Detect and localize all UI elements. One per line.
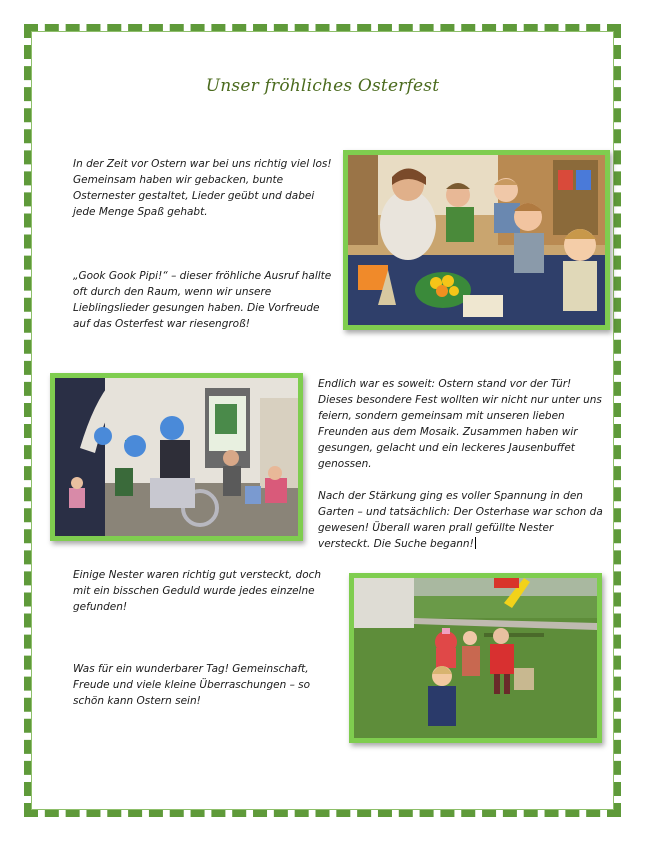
paragraph-search: Einige Nester waren richtig gut versteckt, doch mit ein bisschen Geduld wurde jedes einzelne gefunden! bbox=[73, 569, 322, 613]
paragraph-conclusion: Was für ein wunderbarer Tag! Gemeinschaft, Freude und viele kleine Überraschungen – so schön kann Ostern sein! bbox=[73, 663, 311, 707]
paragraph-garden bbox=[318, 488, 608, 552]
text-cursor bbox=[475, 537, 476, 549]
paragraph-celebration: Endlich war es soweit: Ostern stand vor der Tür! Dieses besondere Fest wollten wir nicht nur unter uns feiern, sondern gemeinsam mit unseren lieben Freunden aus dem Mosaik. Zusammen haben wir gesungen, gelacht und ein leckeres Jausenbuffet genossen. bbox=[318, 378, 602, 470]
paragraph-singing: „Gook Gook Pipi!“ – dieser fröhliche Ausruf hallte oft durch den Raum, wenn wir unsere Lieblingslieder gesungen haben. Die Vorfreude auf das Osterfest war riesengroß! bbox=[73, 270, 332, 330]
paragraph-garden-text: Nach der Stärkung ging es voller Spannung in den Garten – und tatsächlich: Der Osterhase war schon da gewesen! Überall waren prall gefüllte Nester versteckt. Die Suche begann! bbox=[318, 490, 603, 550]
photo-singing-group bbox=[50, 373, 303, 541]
paragraph-preparation: In der Zeit vor Ostern war bei uns richtig viel los! Gemeinsam haben wir gebacken, bunte Osternester gestaltet, Lieder geübt und dabei jede Menge Spaß gehabt. bbox=[73, 158, 332, 218]
photo-crafting-table bbox=[343, 150, 610, 330]
photo-garden-egg-hunt bbox=[349, 573, 602, 743]
page-title: Unser fröhliches Osterfest bbox=[205, 76, 440, 96]
